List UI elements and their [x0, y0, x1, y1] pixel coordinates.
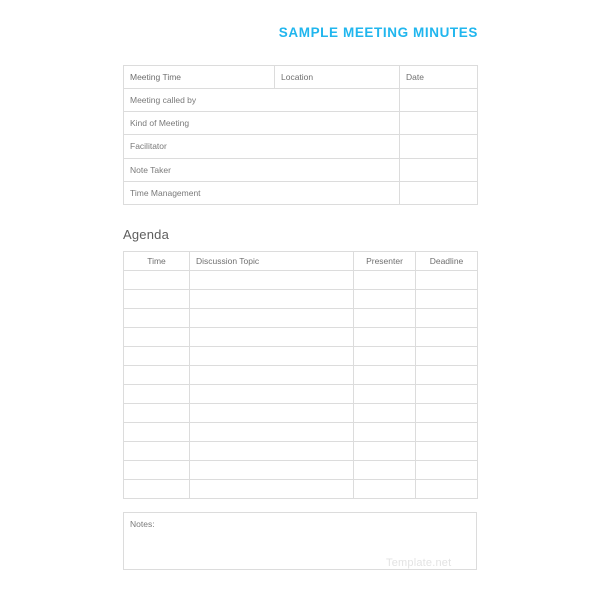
table-row — [124, 309, 478, 328]
cell-time[interactable] — [124, 328, 190, 347]
cell-deadline[interactable] — [416, 328, 478, 347]
table-row — [124, 158, 478, 181]
row-label-facilitator: Facilitator — [124, 135, 400, 158]
table-header-row — [124, 252, 478, 271]
table-row — [124, 423, 478, 442]
table-row — [124, 271, 478, 290]
cell-deadline[interactable] — [416, 423, 478, 442]
column-header-presenter: Presenter — [354, 252, 416, 271]
cell-presenter[interactable] — [354, 423, 416, 442]
row-label-kind-of-meeting: Kind of Meeting — [124, 112, 400, 135]
watermark: Template.net — [386, 557, 452, 569]
table-row — [124, 328, 478, 347]
table-row — [124, 347, 478, 366]
cell-discussion-topic[interactable] — [190, 404, 354, 423]
cell-discussion-topic[interactable] — [190, 347, 354, 366]
cell-time[interactable] — [124, 290, 190, 309]
table-row — [124, 404, 478, 423]
cell-time[interactable] — [124, 461, 190, 480]
table-row — [124, 89, 478, 112]
cell-deadline[interactable] — [416, 366, 478, 385]
meeting-info-table — [123, 65, 478, 205]
row-value-kind-of-meeting[interactable] — [400, 112, 478, 135]
cell-time[interactable] — [124, 366, 190, 385]
cell-presenter[interactable] — [354, 442, 416, 461]
cell-presenter[interactable] — [354, 366, 416, 385]
column-header-deadline: Deadline — [416, 252, 478, 271]
column-header-meeting-time: Meeting Time — [124, 66, 275, 89]
cell-presenter[interactable] — [354, 461, 416, 480]
cell-deadline[interactable] — [416, 271, 478, 290]
table-row — [124, 290, 478, 309]
row-value-meeting-called-by[interactable] — [400, 89, 478, 112]
agenda-heading: Agenda — [123, 227, 170, 242]
cell-presenter[interactable] — [354, 309, 416, 328]
cell-discussion-topic[interactable] — [190, 461, 354, 480]
table-row — [124, 480, 478, 499]
notes-label: Notes: — [130, 519, 155, 529]
cell-presenter[interactable] — [354, 290, 416, 309]
cell-time[interactable] — [124, 480, 190, 499]
row-value-time-management[interactable] — [400, 181, 478, 204]
row-label-note-taker: Note Taker — [124, 158, 400, 181]
cell-deadline[interactable] — [416, 480, 478, 499]
cell-presenter[interactable] — [354, 271, 416, 290]
cell-discussion-topic[interactable] — [190, 309, 354, 328]
cell-deadline[interactable] — [416, 347, 478, 366]
cell-discussion-topic[interactable] — [190, 385, 354, 404]
table-row — [124, 461, 478, 480]
table-row — [124, 442, 478, 461]
cell-time[interactable] — [124, 442, 190, 461]
table-row — [124, 181, 478, 204]
cell-discussion-topic[interactable] — [190, 366, 354, 385]
cell-presenter[interactable] — [354, 328, 416, 347]
cell-deadline[interactable] — [416, 385, 478, 404]
cell-deadline[interactable] — [416, 404, 478, 423]
column-header-date: Date — [400, 66, 478, 89]
table-header-row — [124, 66, 478, 89]
cell-deadline[interactable] — [416, 309, 478, 328]
column-header-time: Time — [124, 252, 190, 271]
cell-discussion-topic[interactable] — [190, 271, 354, 290]
cell-time[interactable] — [124, 423, 190, 442]
cell-time[interactable] — [124, 347, 190, 366]
column-header-location: Location — [275, 66, 400, 89]
row-label-time-management: Time Management — [124, 181, 400, 204]
cell-discussion-topic[interactable] — [190, 328, 354, 347]
cell-deadline[interactable] — [416, 290, 478, 309]
cell-deadline[interactable] — [416, 461, 478, 480]
row-label-meeting-called-by: Meeting called by — [124, 89, 400, 112]
table-row — [124, 112, 478, 135]
cell-discussion-topic[interactable] — [190, 290, 354, 309]
cell-presenter[interactable] — [354, 347, 416, 366]
table-row — [124, 135, 478, 158]
cell-discussion-topic[interactable] — [190, 442, 354, 461]
cell-presenter[interactable] — [354, 385, 416, 404]
cell-discussion-topic[interactable] — [190, 480, 354, 499]
table-row — [124, 366, 478, 385]
page-title: SAMPLE MEETING MINUTES — [278, 25, 478, 40]
cell-time[interactable] — [124, 271, 190, 290]
cell-deadline[interactable] — [416, 442, 478, 461]
row-value-facilitator[interactable] — [400, 135, 478, 158]
cell-time[interactable] — [124, 404, 190, 423]
cell-time[interactable] — [124, 385, 190, 404]
cell-discussion-topic[interactable] — [190, 423, 354, 442]
agenda-table — [123, 251, 478, 499]
row-value-note-taker[interactable] — [400, 158, 478, 181]
cell-presenter[interactable] — [354, 480, 416, 499]
table-row — [124, 385, 478, 404]
cell-time[interactable] — [124, 309, 190, 328]
cell-presenter[interactable] — [354, 404, 416, 423]
column-header-discussion-topic: Discussion Topic — [190, 252, 354, 271]
